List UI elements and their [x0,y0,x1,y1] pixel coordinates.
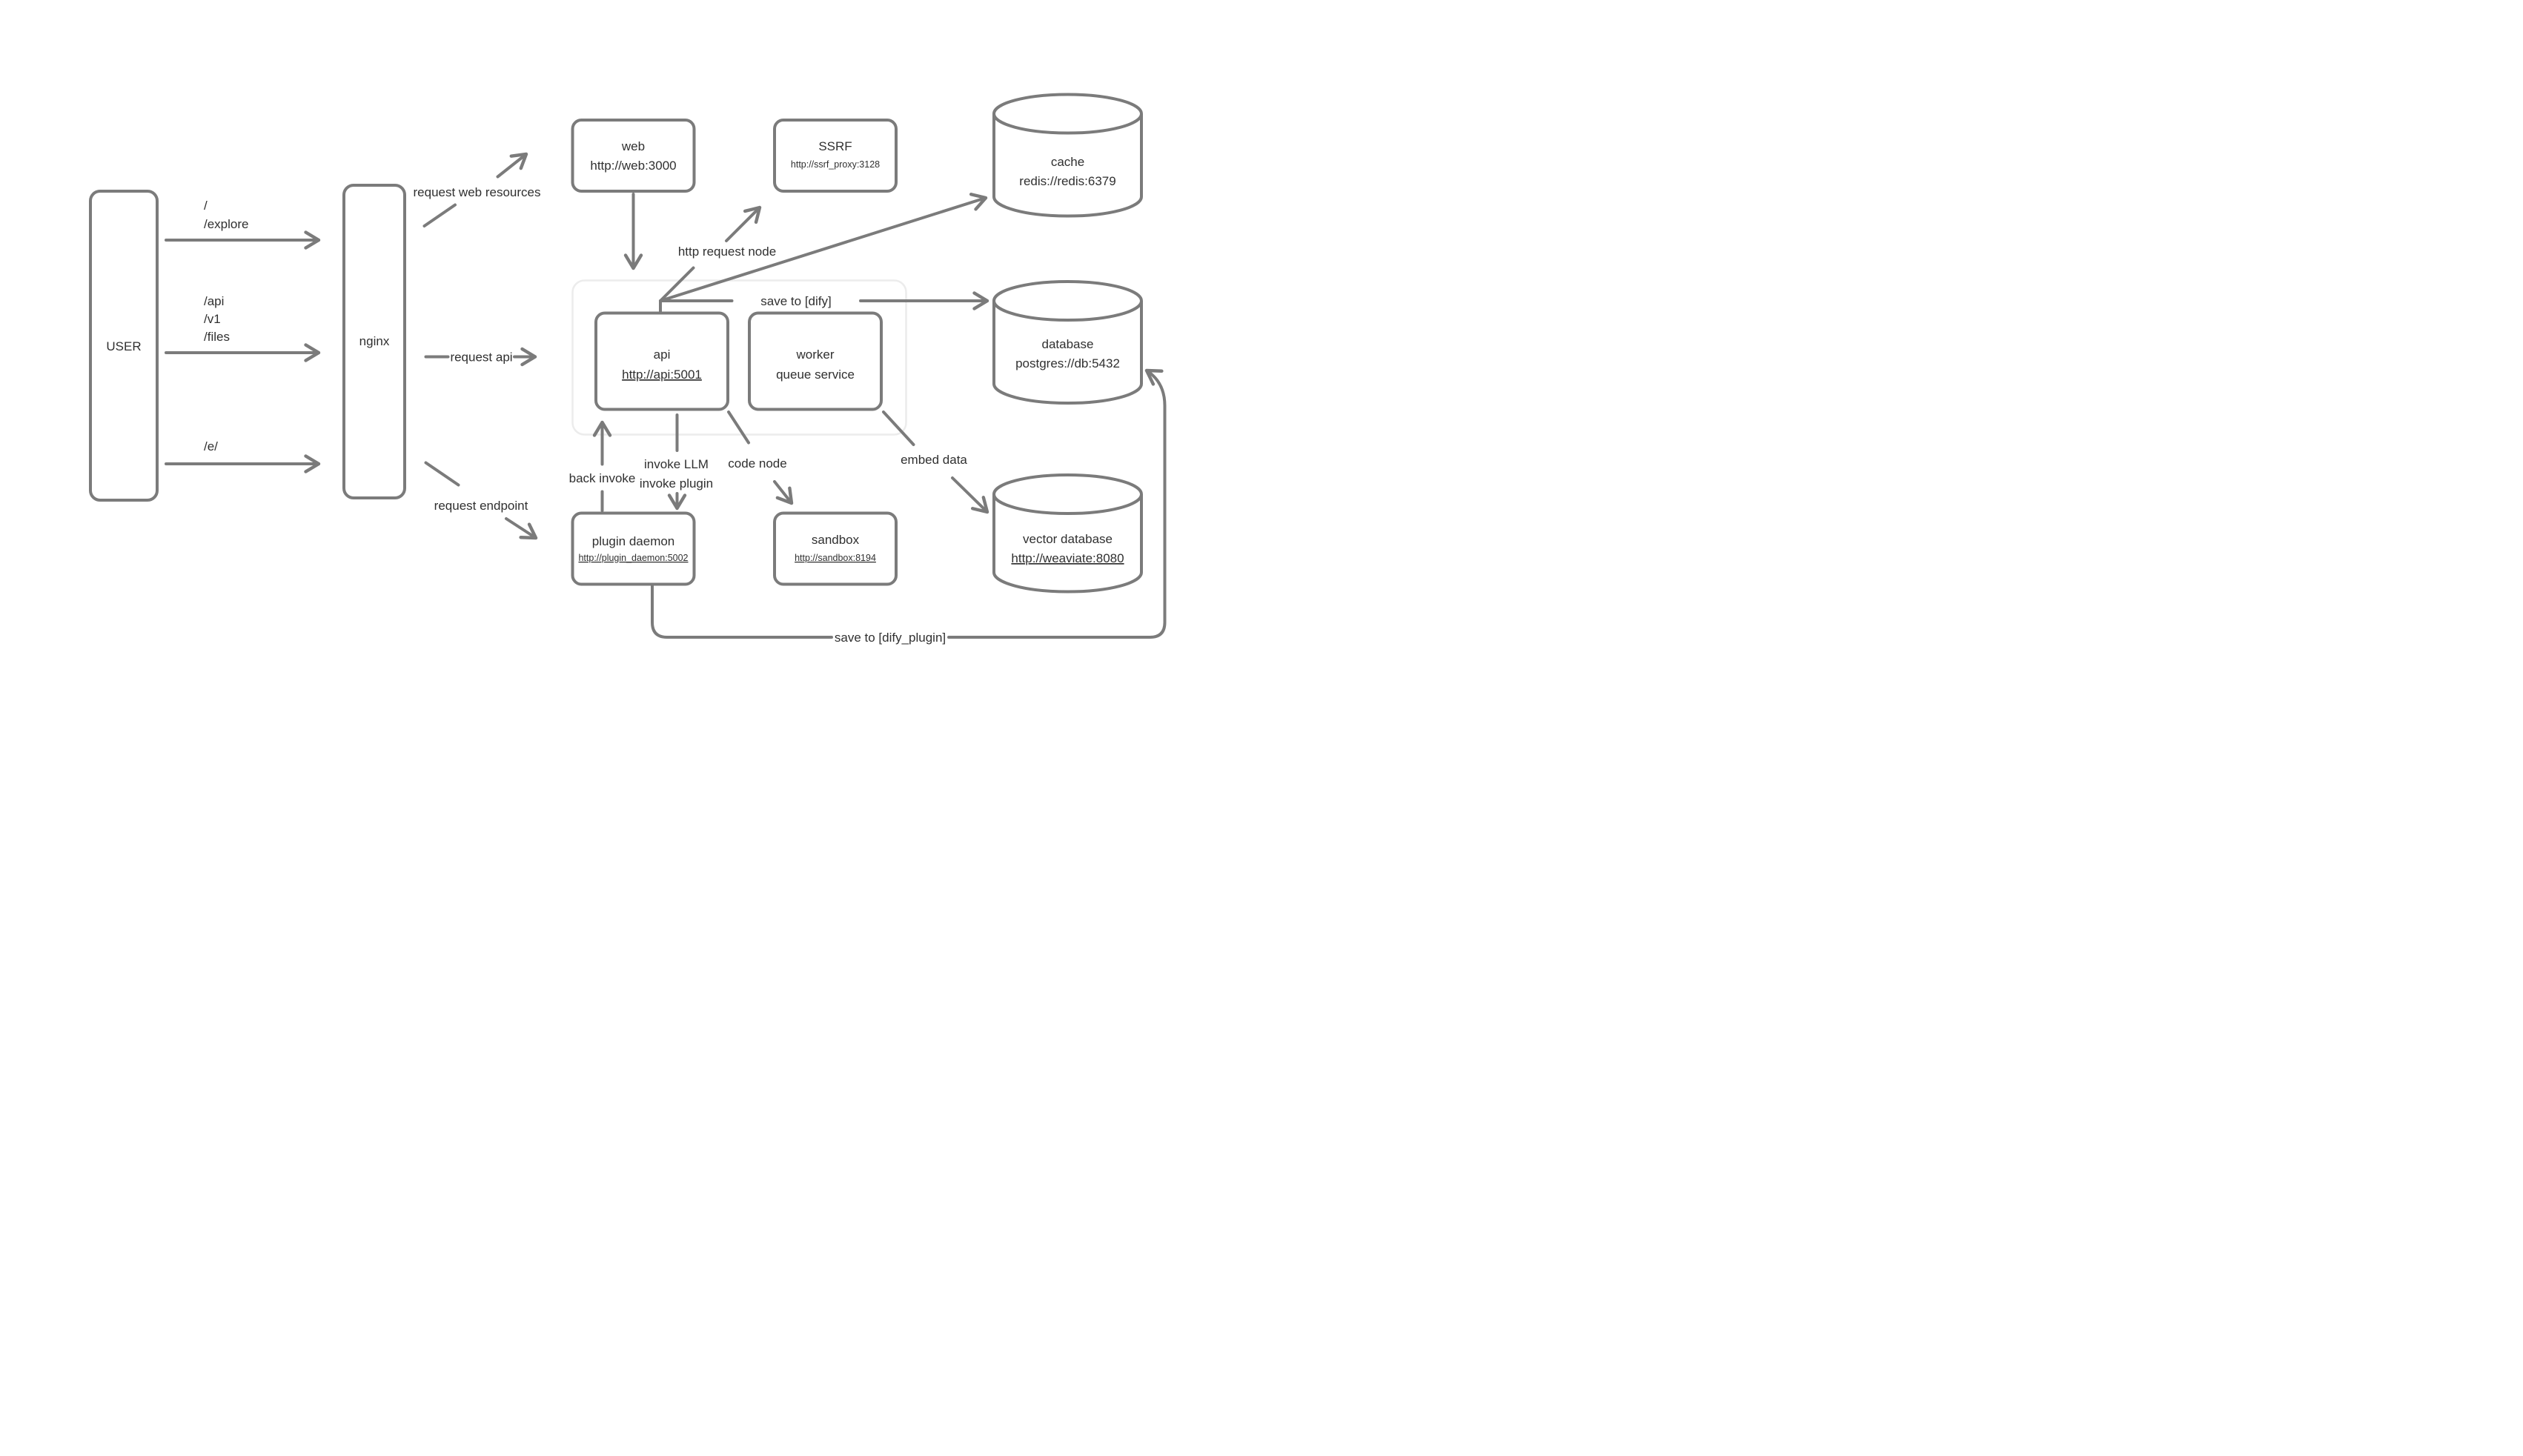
nginx-label: nginx [359,334,390,348]
diagram-svg [0,0,1262,728]
plugin-daemon-title: plugin daemon [591,534,675,548]
save-to-dify-label: save to [dify] [760,294,832,308]
vector-database-cylinder-top [994,475,1141,513]
vector-database-title: vector database [1023,532,1113,546]
node-web [573,120,694,191]
ssrf-url: http://ssrf_proxy:3128 [790,159,881,170]
edge-api-ssrf-head [726,207,760,241]
route-explore-label: /explore [204,217,249,231]
database-url: postgres://db:5432 [1015,356,1120,370]
node-ssrf [775,120,896,191]
request-endpoint-label: request endpoint [434,499,528,513]
worker-title: worker [796,348,835,362]
cache-cylinder-top [994,95,1141,133]
edge-nginx-web-tail [425,205,456,227]
invoke-plugin-label: invoke plugin [639,476,714,491]
edge-nginx-plugin-tail [426,463,459,485]
route-e-label: /e/ [204,439,218,453]
back-invoke-label: back invoke [568,471,636,485]
api-title: api [653,348,671,362]
ssrf-title: SSRF [818,139,852,153]
sandbox-title: sandbox [811,533,860,547]
plugin-daemon-url-link[interactable]: http://plugin_daemon:5002 [578,553,689,563]
cache-title: cache [1050,155,1085,169]
api-url-link[interactable]: http://api:5001 [622,368,702,382]
database-title: database [1041,337,1094,351]
save-to-dify-plugin-label: save to [dify_plugin] [834,631,946,645]
web-title: web [621,139,646,153]
edge-api-sandbox-head [775,482,792,503]
route-api-label: /api [204,294,225,308]
http-request-node-label: http request node [677,245,777,259]
edge-worker-vectordb-tail [883,412,914,445]
route-files-label: /files [204,330,230,344]
edge-nginx-web-head [498,154,527,177]
user-label: USER [106,339,142,353]
node-plugin-daemon [573,513,694,585]
route-v1-label: /v1 [204,312,221,326]
vector-database-url-link[interactable]: http://weaviate:8080 [1011,551,1124,565]
cache-url: redis://redis:6379 [1019,174,1116,188]
diagram-canvas [0,0,1262,728]
edge-nginx-plugin-head [506,519,536,538]
database-cylinder-top [994,282,1141,320]
sandbox-url-link[interactable]: http://sandbox:8194 [795,553,876,563]
invoke-llm-label: invoke LLM [644,457,709,471]
edge-api-sandbox-tail [729,412,749,443]
edge-plugin-database-return-tail [652,584,832,637]
embed-data-label: embed data [901,453,967,467]
route-root-label: / [204,199,208,213]
code-node-label: code node [728,456,787,471]
request-web-resources-label: request web resources [413,185,541,199]
edge-worker-vectordb-head [952,478,987,512]
request-api-label: request api [450,350,513,365]
node-sandbox [775,513,896,585]
worker-subtitle: queue service [776,368,855,382]
web-url: http://web:3000 [590,159,677,173]
